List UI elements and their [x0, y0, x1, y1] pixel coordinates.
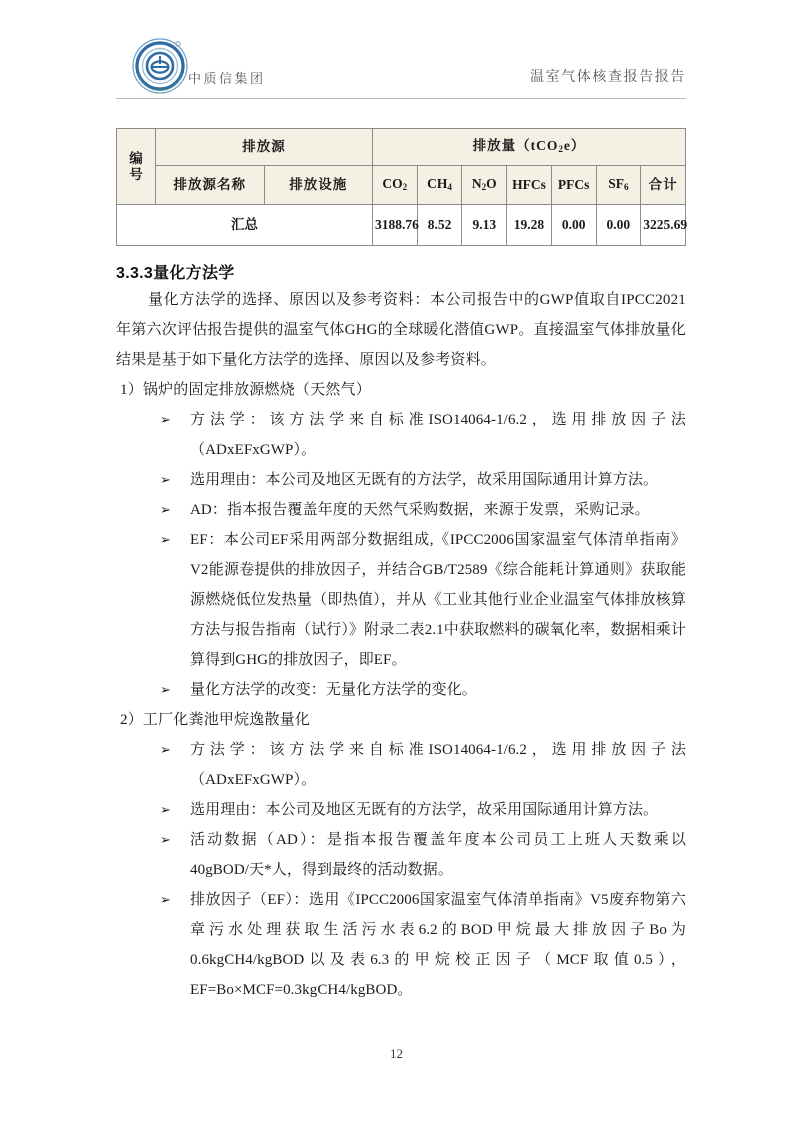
bullet-text: 选用理由：本公司及地区无既有的方法学，故采用国际通用计算方法。	[190, 802, 659, 818]
document-header	[116, 32, 686, 102]
arrow-bullet-icon: ➢	[160, 832, 171, 847]
circular-emblem-icon	[130, 34, 192, 96]
table-cell-sf6: 0.00	[596, 205, 641, 246]
table-header-no	[117, 129, 156, 205]
table-header-source: 排放源	[156, 129, 373, 166]
section-intro-paragraph: 量化方法学的选择、原因以及参考资料：本公司报告中的GWP值取自IPCC2021年第六次评估报告提供的温室气体GHG的全球暖化潜值GWP。直接温室气体排放量化结果是基于如下量化方法学的选择、原因以及参考资料。	[116, 292, 686, 368]
bullet-item	[116, 405, 686, 465]
arrow-bullet-icon: ➢	[160, 412, 171, 427]
section-heading: 3.3.3量化方法学	[116, 265, 235, 282]
table-column-ch4: $CH_4$	[417, 166, 462, 205]
table-cell-total: 3225.69	[641, 205, 686, 246]
table-cell-n2o: 9.13	[462, 205, 507, 246]
bullet-text: 量化方法学的改变：无量化方法学的变化。	[190, 682, 477, 698]
organization-name: 中质信集团	[188, 71, 266, 86]
table-cell-hfcs: 19.28	[507, 205, 552, 246]
bullet-item	[116, 885, 686, 1005]
bullet-item	[116, 465, 686, 495]
arrow-bullet-icon: ➢	[160, 472, 171, 487]
table-column-total: 合计	[641, 166, 686, 205]
table-row-label: 汇总	[117, 205, 373, 246]
bullet-item	[116, 735, 686, 795]
table-cell-co2: 3188.76	[373, 205, 418, 246]
numbered-item-2: 2）工厂化粪池甲烷逸散量化	[120, 712, 311, 728]
bullet-text: 选用理由：本公司及地区无既有的方法学，故采用国际通用计算方法。	[190, 472, 659, 488]
table-header-no-line2: 号	[129, 166, 143, 182]
table-cell-ch4: 8.52	[417, 205, 462, 246]
table-column-sf6: $SF_6$	[596, 166, 641, 205]
arrow-bullet-icon: ➢	[160, 682, 171, 697]
table-row	[117, 205, 686, 246]
bullet-text: EF：本公司EF采用两部分数据组成,《IPCC2006国家温室气体清单指南》V2能源卷提供的排放因子，并结合GB/T2589《综合能耗计算通则》获取能源燃烧低位发热量（即热值），并从《工业其他行业企业温室气体排放核算方法与报告指南（试行）》附录二表2.1中获取燃料的碳氧化率，数据相乘计算得到GHG的排放因子，即EF。	[190, 532, 686, 668]
bullet-item	[116, 825, 686, 885]
table-column-co2: $CO_2$	[373, 166, 418, 205]
page-content	[116, 0, 686, 1005]
table-header-no-line1: 编	[129, 150, 143, 166]
bullet-text: 排放因子（EF）：选用《IPCC2006国家温室气体清单指南》V5废弃物第六章污水处理获取生活污水表6.2的BOD甲烷最大排放因子Bo为0.6kgCH4/kgBOD以及表6.3的甲烷校正因子（MCF取值0.5），EF=Bo×MCF=0.3kgCH4/kgBOD。	[190, 892, 686, 998]
table-column-hfcs: HFCs	[507, 166, 552, 205]
numbered-item-1: 1）锅炉的固定排放源燃烧（天然气）	[120, 382, 371, 398]
bullet-text: 方法学：该方法学来自标准ISO14064-1/6.2，选用排放因子法（ADxEFxGWP）。	[190, 742, 686, 788]
bullet-text: 方法学：该方法学来自标准ISO14064-1/6.2，选用排放因子法（ADxEFxGWP）。	[190, 412, 686, 458]
arrow-bullet-icon: ➢	[160, 892, 171, 907]
table-cell-pfcs: 0.00	[551, 205, 596, 246]
bullet-item	[116, 795, 686, 825]
bullet-text: 活动数据（AD）：是指本报告覆盖年度本公司员工上班人天数乘以40gBOD/天*人，得到最终的活动数据。	[190, 832, 686, 878]
table-column-facility: 排放设施	[264, 166, 373, 205]
document-title: 温室气体核查报告报告	[530, 70, 686, 85]
arrow-bullet-icon: ➢	[160, 502, 171, 517]
page-number: 12	[390, 1046, 403, 1061]
table-header-row-columns	[117, 166, 686, 205]
bullet-text: AD：指本报告覆盖年度的天然气采购数据，来源于发票，采购记录。	[190, 502, 650, 518]
table-header-emissions: 排放量（tCO$_2$e）	[373, 129, 686, 166]
header-divider	[116, 98, 686, 99]
table-header-row-group	[117, 129, 686, 166]
arrow-bullet-icon: ➢	[160, 532, 171, 547]
bullet-item	[116, 675, 686, 705]
table-column-pfcs: PFCs	[551, 166, 596, 205]
table-column-source-name: 排放源名称	[156, 166, 265, 205]
table-column-n2o: $N_2O$	[462, 166, 507, 205]
arrow-bullet-icon: ➢	[160, 742, 171, 757]
bullet-item	[116, 495, 686, 525]
arrow-bullet-icon: ➢	[160, 802, 171, 817]
bullet-item	[116, 525, 686, 675]
emission-summary-table	[116, 128, 686, 246]
